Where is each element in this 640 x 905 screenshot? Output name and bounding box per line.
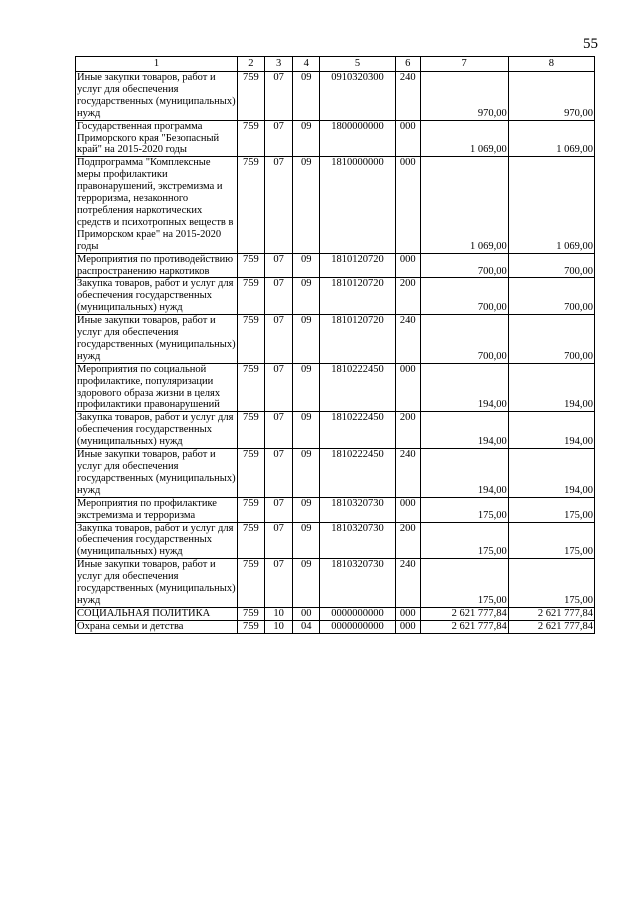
target-code: 1810222450 <box>320 449 396 498</box>
col-header: 1 <box>76 57 238 72</box>
section-code: 10 <box>264 607 293 620</box>
expense-type-code: 000 <box>395 120 420 157</box>
expense-type-code: 240 <box>395 449 420 498</box>
amount-col7: 2 621 777,84 <box>420 607 508 620</box>
table-row <box>76 120 595 157</box>
header-row <box>76 57 595 72</box>
subsection-code: 09 <box>293 72 320 121</box>
subsection-code: 09 <box>293 253 320 278</box>
expense-type-code: 200 <box>395 412 420 449</box>
amount-col8: 2 621 777,84 <box>508 607 594 620</box>
expense-type-code: 000 <box>395 620 420 633</box>
table-row <box>76 315 595 364</box>
row-name: Иные закупки товаров, работ и услуг для обеспечения государственных (муниципальных) нужд <box>77 449 236 496</box>
amount-col7: 970,00 <box>420 72 508 121</box>
table-row <box>76 449 595 498</box>
row-name: Иные закупки товаров, работ и услуг для обеспечения государственных (муниципальных) нужд <box>77 72 236 119</box>
amount-col8: 700,00 <box>508 278 594 315</box>
amount-col8: 175,00 <box>508 522 594 559</box>
target-code: 1810320730 <box>320 522 396 559</box>
amount-col7: 1 069,00 <box>420 157 508 253</box>
amount-col7: 175,00 <box>420 559 508 608</box>
amount-col7: 700,00 <box>420 315 508 364</box>
table-row <box>76 363 595 412</box>
amount-col8: 1 069,00 <box>508 157 594 253</box>
expense-type-code: 240 <box>395 72 420 121</box>
expense-type-code: 240 <box>395 315 420 364</box>
admin-code: 759 <box>238 315 265 364</box>
table-row <box>76 607 595 620</box>
amount-col8: 970,00 <box>508 72 594 121</box>
expense-type-code: 000 <box>395 497 420 522</box>
expense-type-code: 000 <box>395 607 420 620</box>
admin-code: 759 <box>238 253 265 278</box>
amount-col8: 175,00 <box>508 497 594 522</box>
section-code: 07 <box>264 157 293 253</box>
target-code: 0000000000 <box>320 620 396 633</box>
amount-col7: 175,00 <box>420 497 508 522</box>
admin-code: 759 <box>238 72 265 121</box>
col-header: 8 <box>508 57 594 72</box>
target-code: 1800000000 <box>320 120 396 157</box>
target-code: 1810120720 <box>320 315 396 364</box>
section-code: 07 <box>264 522 293 559</box>
subsection-code: 09 <box>293 559 320 608</box>
amount-col7: 194,00 <box>420 363 508 412</box>
row-name: Закупка товаров, работ и услуг для обеспечения государственных (муниципальных) нужд <box>76 522 238 559</box>
target-code: 1810120720 <box>320 253 396 278</box>
row-name: Охрана семьи и детства <box>76 620 238 633</box>
admin-code: 759 <box>238 607 265 620</box>
admin-code: 759 <box>238 278 265 315</box>
section-code: 07 <box>264 72 293 121</box>
row-name: Закупка товаров, работ и услуг для обеспечения государственных (муниципальных) нужд <box>76 278 238 315</box>
amount-col8: 700,00 <box>508 315 594 364</box>
amount-col8: 194,00 <box>508 449 594 498</box>
subsection-code: 09 <box>293 412 320 449</box>
section-code: 07 <box>264 559 293 608</box>
row-name: Подпрограмма "Комплексные меры профилактики правонарушений, экстремизма и терроризма, незаконного потребления наркотических средств и психотропных веществ в Приморском крае" на 2015-2020 годы <box>76 157 238 253</box>
target-code: 1810320730 <box>320 497 396 522</box>
target-code: 1810120720 <box>320 278 396 315</box>
col-header: 6 <box>395 57 420 72</box>
subsection-code: 09 <box>293 315 320 364</box>
table-row <box>76 157 595 253</box>
row-name: Мероприятия по противодействию распространению наркотиков <box>76 253 238 278</box>
row-name: СОЦИАЛЬНАЯ ПОЛИТИКА <box>76 607 238 620</box>
table-row <box>76 412 595 449</box>
subsection-code: 09 <box>293 522 320 559</box>
subsection-code: 09 <box>293 449 320 498</box>
col-header: 7 <box>420 57 508 72</box>
amount-col7: 2 621 777,84 <box>420 620 508 633</box>
section-code: 07 <box>264 412 293 449</box>
subsection-code: 09 <box>293 157 320 253</box>
col-header: 4 <box>293 57 320 72</box>
amount-col7: 700,00 <box>420 278 508 315</box>
target-code: 1810222450 <box>320 363 396 412</box>
row-name: Иные закупки товаров, работ и услуг для обеспечения государственных (муниципальных) нужд <box>77 315 236 362</box>
amount-col7: 194,00 <box>420 412 508 449</box>
target-code: 0910320300 <box>320 72 396 121</box>
expense-type-code: 200 <box>395 278 420 315</box>
table-row <box>76 559 595 608</box>
admin-code: 759 <box>238 497 265 522</box>
amount-col7: 700,00 <box>420 253 508 278</box>
expense-type-code: 000 <box>395 363 420 412</box>
table-row <box>76 620 595 633</box>
subsection-code: 09 <box>293 120 320 157</box>
table-row <box>76 253 595 278</box>
budget-table <box>75 56 595 634</box>
row-name: Закупка товаров, работ и услуг для обеспечения государственных (муниципальных) нужд <box>76 412 238 449</box>
section-code: 07 <box>264 315 293 364</box>
admin-code: 759 <box>238 620 265 633</box>
admin-code: 759 <box>238 522 265 559</box>
expense-type-code: 200 <box>395 522 420 559</box>
row-name: Иные закупки товаров, работ и услуг для обеспечения государственных (муниципальных) нужд <box>77 559 236 606</box>
section-code: 07 <box>264 449 293 498</box>
subsection-code: 00 <box>293 607 320 620</box>
target-code: 1810000000 <box>320 157 396 253</box>
section-code: 07 <box>264 253 293 278</box>
subsection-code: 09 <box>293 497 320 522</box>
admin-code: 759 <box>238 157 265 253</box>
subsection-code: 09 <box>293 278 320 315</box>
table-row <box>76 278 595 315</box>
row-name: Мероприятия по профилактике экстремизма и терроризма <box>76 497 238 522</box>
target-code: 1810222450 <box>320 412 396 449</box>
table-row <box>76 497 595 522</box>
amount-col8: 175,00 <box>508 559 594 608</box>
amount-col8: 700,00 <box>508 253 594 278</box>
section-code: 07 <box>264 120 293 157</box>
admin-code: 759 <box>238 120 265 157</box>
row-name: Государственная программа Приморского края "Безопасный край" на 2015-2020 годы <box>76 120 238 157</box>
section-code: 07 <box>264 497 293 522</box>
subsection-code: 04 <box>293 620 320 633</box>
table-row <box>76 72 595 121</box>
page-number: 55 <box>583 36 598 52</box>
row-name: Мероприятия по социальной профилактике, популяризации здорового образа жизни в целях профилактики правонарушений <box>76 363 238 412</box>
col-header: 5 <box>320 57 396 72</box>
amount-col8: 194,00 <box>508 363 594 412</box>
target-code: 1810320730 <box>320 559 396 608</box>
admin-code: 759 <box>238 363 265 412</box>
admin-code: 759 <box>238 449 265 498</box>
section-code: 10 <box>264 620 293 633</box>
col-header: 2 <box>238 57 265 72</box>
target-code: 0000000000 <box>320 607 396 620</box>
admin-code: 759 <box>238 559 265 608</box>
amount-col7: 175,00 <box>420 522 508 559</box>
amount-col8: 2 621 777,84 <box>508 620 594 633</box>
admin-code: 759 <box>238 412 265 449</box>
amount-col8: 1 069,00 <box>508 120 594 157</box>
expense-type-code: 240 <box>395 559 420 608</box>
amount-col8: 194,00 <box>508 412 594 449</box>
section-code: 07 <box>264 278 293 315</box>
amount-col7: 194,00 <box>420 449 508 498</box>
subsection-code: 09 <box>293 363 320 412</box>
section-code: 07 <box>264 363 293 412</box>
col-header: 3 <box>264 57 293 72</box>
expense-type-code: 000 <box>395 253 420 278</box>
amount-col7: 1 069,00 <box>420 120 508 157</box>
table-row <box>76 522 595 559</box>
expense-type-code: 000 <box>395 157 420 253</box>
